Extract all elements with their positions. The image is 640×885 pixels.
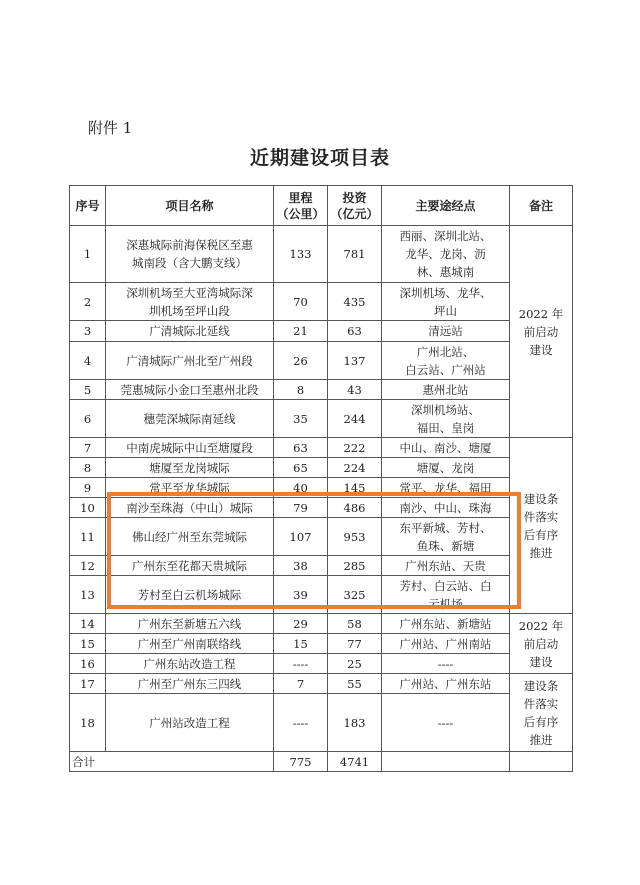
- cell-no: 4: [70, 342, 106, 380]
- cell-name: 南沙至珠海（中山）城际: [106, 498, 274, 518]
- cell-invest: 145: [328, 478, 382, 498]
- table-row: [70, 556, 573, 576]
- table-row: [70, 458, 573, 478]
- cell-route: ----: [382, 654, 510, 674]
- cell-name: 广州至广州南联络线: [106, 634, 274, 654]
- cell-name: 广州东站改造工程: [106, 654, 274, 674]
- cell-name: 广州站改造工程: [106, 694, 274, 752]
- cell-length: ----: [274, 694, 328, 752]
- cell-no: 3: [70, 321, 106, 342]
- cell-invest: 63: [328, 321, 382, 342]
- cell-no: 11: [70, 518, 106, 556]
- cell-name: 常平至龙华城际: [106, 478, 274, 498]
- cell-invest: 43: [328, 380, 382, 400]
- cell-name: 莞惠城际小金口至惠州北段: [106, 380, 274, 400]
- cell-length: 70: [274, 283, 328, 321]
- cell-no: 13: [70, 576, 106, 614]
- cell-route: 广州站、广州南站: [382, 634, 510, 654]
- cell-no: 15: [70, 634, 106, 654]
- cell-route: 东平新城、芳村、 鱼珠、新塘: [382, 518, 510, 556]
- table-row: [70, 283, 573, 321]
- cell-no: 6: [70, 400, 106, 438]
- cell-length: 29: [274, 614, 328, 634]
- table-row: [70, 498, 573, 518]
- total-row: [70, 752, 573, 772]
- cell-invest: 137: [328, 342, 382, 380]
- cell-route: 常平、龙华、福田: [382, 478, 510, 498]
- cell-route: 惠州北站: [382, 380, 510, 400]
- total-label: 合计: [70, 752, 274, 772]
- table-row: [70, 576, 573, 614]
- cell-invest: 222: [328, 438, 382, 458]
- cell-invest: 781: [328, 226, 382, 283]
- table-row: [70, 634, 573, 654]
- cell-invest: 953: [328, 518, 382, 556]
- cell-name: 芳村至白云机场城际: [106, 576, 274, 614]
- table-row: [70, 614, 573, 634]
- cell-length: 7: [274, 674, 328, 694]
- header-note: 备注: [510, 186, 573, 226]
- cell-no: 7: [70, 438, 106, 458]
- cell-length: 65: [274, 458, 328, 478]
- cell-name: 广州东至花都天贵城际: [106, 556, 274, 576]
- cell-no: 8: [70, 458, 106, 478]
- cell-route: ----: [382, 694, 510, 752]
- cell-invest: 325: [328, 576, 382, 614]
- cell-name: 中南虎城际中山至塘厦段: [106, 438, 274, 458]
- header-length: 里程 （公里）: [274, 186, 328, 226]
- cell-name: 穗莞深城际南延线: [106, 400, 274, 438]
- cell-length: 63: [274, 438, 328, 458]
- table-row: [70, 478, 573, 498]
- project-table: [69, 185, 573, 772]
- cell-length: 107: [274, 518, 328, 556]
- total-note-empty: [510, 752, 573, 772]
- cell-no: 5: [70, 380, 106, 400]
- cell-name: 广州至广州东三四线: [106, 674, 274, 694]
- header-route: 主要途经点: [382, 186, 510, 226]
- total-length: 775: [274, 752, 328, 772]
- page-title: 近期建设项目表: [249, 147, 390, 169]
- cell-route: 深圳机场、龙华、 坪山: [382, 283, 510, 321]
- cell-note-group3: 2022 年 前启动 建设: [510, 614, 573, 674]
- cell-length: 26: [274, 342, 328, 380]
- cell-route: 芳村、白云站、白 云机场: [382, 576, 510, 614]
- table-row: [70, 518, 573, 556]
- cell-invest: 25: [328, 654, 382, 674]
- header-invest: 投资 （亿元）: [328, 186, 382, 226]
- cell-invest: 183: [328, 694, 382, 752]
- cell-invest: 244: [328, 400, 382, 438]
- cell-route: 广州北站、 白云站、广州站: [382, 342, 510, 380]
- cell-length: 133: [274, 226, 328, 283]
- cell-route: 广州站、广州东站: [382, 674, 510, 694]
- cell-name: 广清城际广州北至广州段: [106, 342, 274, 380]
- table-row: [70, 342, 573, 380]
- cell-invest: 224: [328, 458, 382, 478]
- table-row: [70, 226, 573, 283]
- cell-length: 8: [274, 380, 328, 400]
- table-row: [70, 321, 573, 342]
- cell-route: 塘厦、龙岗: [382, 458, 510, 478]
- cell-length: 35: [274, 400, 328, 438]
- cell-no: 14: [70, 614, 106, 634]
- cell-name: 塘厦至龙岗城际: [106, 458, 274, 478]
- cell-no: 18: [70, 694, 106, 752]
- cell-no: 16: [70, 654, 106, 674]
- table-row: [70, 400, 573, 438]
- cell-invest: 285: [328, 556, 382, 576]
- cell-route: 深圳机场站、 福田、皇岗: [382, 400, 510, 438]
- cell-invest: 435: [328, 283, 382, 321]
- cell-invest: 58: [328, 614, 382, 634]
- cell-length: 21: [274, 321, 328, 342]
- header-name: 项目名称: [106, 186, 274, 226]
- cell-no: 17: [70, 674, 106, 694]
- cell-length: 39: [274, 576, 328, 614]
- cell-invest: 55: [328, 674, 382, 694]
- cell-no: 12: [70, 556, 106, 576]
- cell-length: 40: [274, 478, 328, 498]
- cell-name: 广清城际北延线: [106, 321, 274, 342]
- cell-route: 中山、南沙、塘厦: [382, 438, 510, 458]
- table-row: [70, 694, 573, 752]
- attachment-label: 附件 1: [88, 119, 133, 137]
- table-row: [70, 438, 573, 458]
- cell-note-group1: 2022 年 前启动 建设: [510, 226, 573, 438]
- table-header-row: [70, 186, 573, 226]
- header-no: 序号: [70, 186, 106, 226]
- cell-no: 10: [70, 498, 106, 518]
- cell-length: 15: [274, 634, 328, 654]
- table-row: [70, 380, 573, 400]
- cell-route: 广州东站、天贵: [382, 556, 510, 576]
- cell-name: 佛山经广州至东莞城际: [106, 518, 274, 556]
- cell-no: 2: [70, 283, 106, 321]
- cell-note-group2: 建设条 件落实 后有序 推进: [510, 438, 573, 614]
- cell-route: 西丽、深圳北站、 龙华、龙岗、沥 林、惠城南: [382, 226, 510, 283]
- table-row: [70, 674, 573, 694]
- cell-name: 深惠城际前海保税区至惠 城南段（含大鹏支线）: [106, 226, 274, 283]
- cell-invest: 486: [328, 498, 382, 518]
- cell-name: 广州东至新塘五六线: [106, 614, 274, 634]
- cell-route: 南沙、中山、珠海: [382, 498, 510, 518]
- total-invest: 4741: [328, 752, 382, 772]
- cell-note-group4: 建设条 件落实 后有序 推进: [510, 674, 573, 752]
- cell-route: 清远站: [382, 321, 510, 342]
- total-route-empty: [382, 752, 510, 772]
- cell-length: ----: [274, 654, 328, 674]
- cell-invest: 77: [328, 634, 382, 654]
- cell-no: 1: [70, 226, 106, 283]
- cell-length: 79: [274, 498, 328, 518]
- cell-length: 38: [274, 556, 328, 576]
- cell-no: 9: [70, 478, 106, 498]
- cell-name: 深圳机场至大亚湾城际深 圳机场至坪山段: [106, 283, 274, 321]
- table-row: [70, 654, 573, 674]
- cell-route: 广州东站、新塘站: [382, 614, 510, 634]
